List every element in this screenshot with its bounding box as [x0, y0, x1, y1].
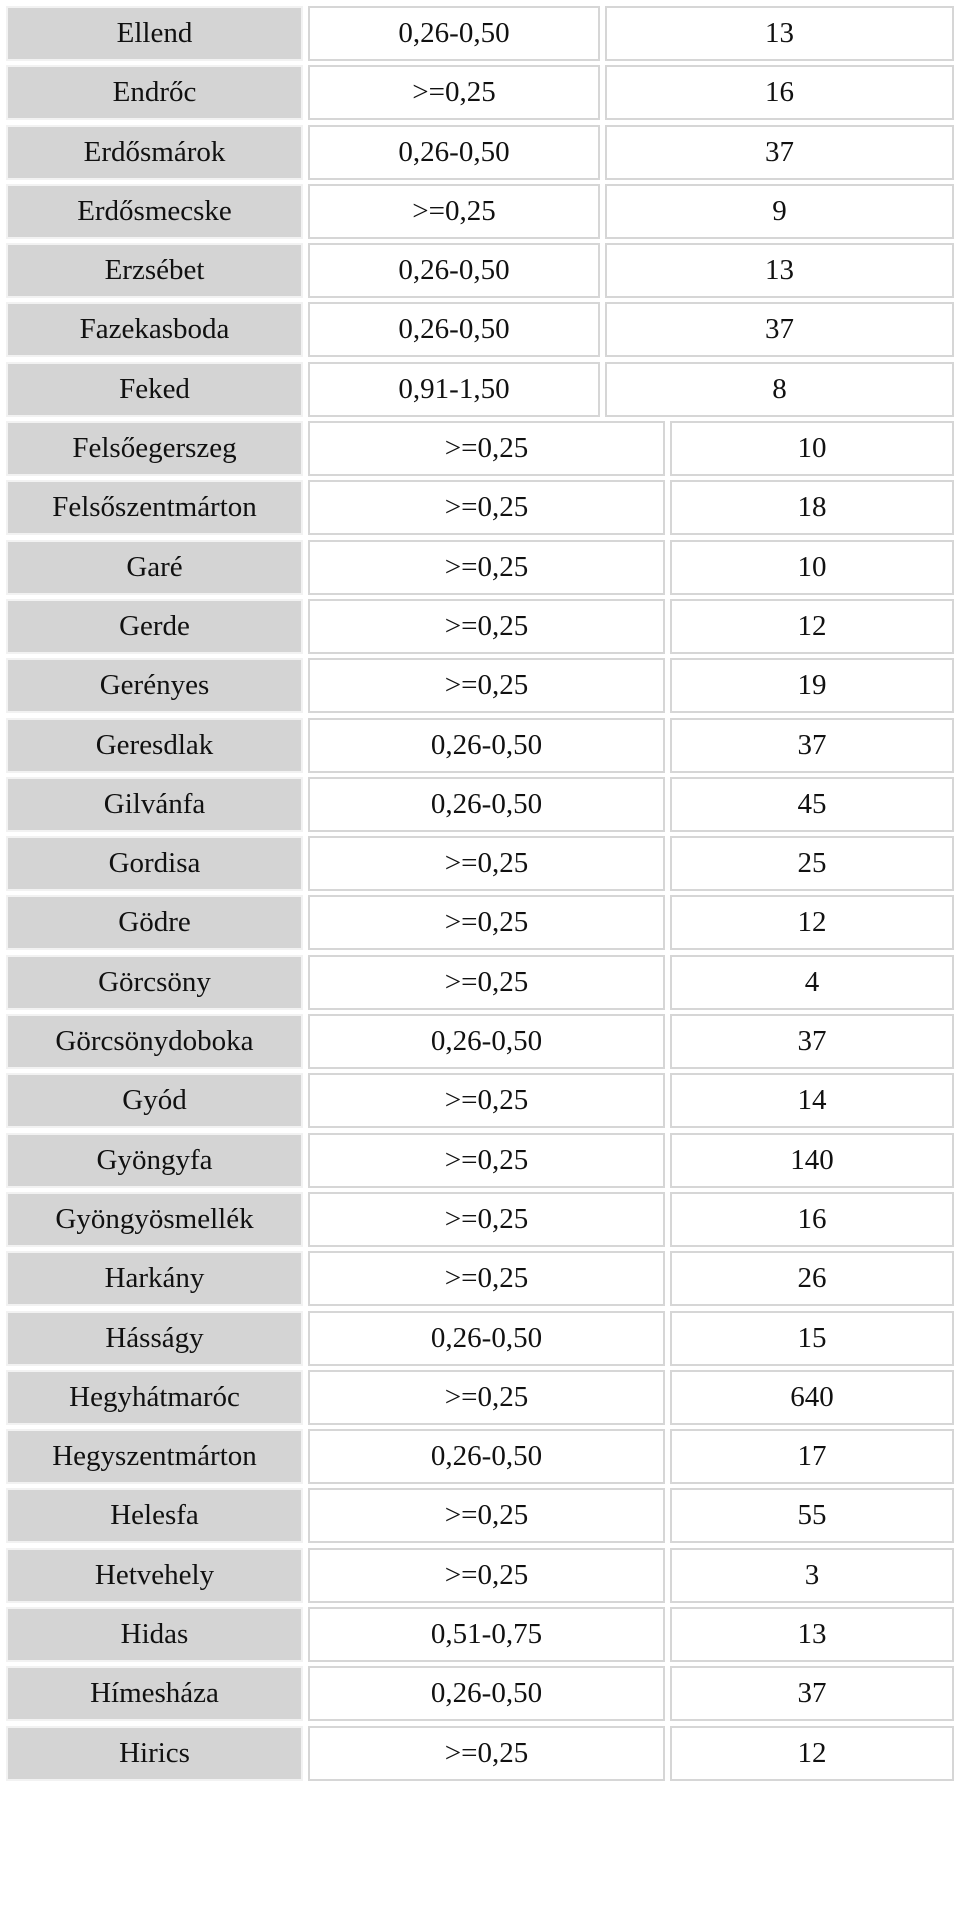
range-cell: 0,26-0,50	[308, 777, 665, 832]
settlement-name-cell: Erdősmecske	[6, 184, 303, 239]
table-row	[6, 658, 954, 717]
table-row	[6, 540, 954, 599]
count-cell: 18	[670, 480, 954, 535]
settlement-name-cell: Gödre	[6, 895, 303, 950]
settlement-name-cell: Helesfa	[6, 1488, 303, 1543]
table-row	[6, 1548, 954, 1607]
settlement-name-cell: Felsőegerszeg	[6, 421, 303, 476]
count-cell: 37	[670, 1014, 954, 1069]
range-cell: >=0,25	[308, 1251, 665, 1306]
settlement-name-cell: Gerényes	[6, 658, 303, 713]
range-cell: 0,91-1,50	[308, 362, 600, 417]
data-table	[6, 6, 954, 1785]
table-row	[6, 1014, 954, 1073]
range-cell: >=0,25	[308, 1488, 665, 1543]
range-cell: >=0,25	[308, 1133, 665, 1188]
count-cell: 17	[670, 1429, 954, 1484]
table-row	[6, 777, 954, 836]
range-cell: >=0,25	[308, 658, 665, 713]
count-cell: 13	[605, 6, 954, 61]
table-row	[6, 1073, 954, 1132]
range-cell: >=0,25	[308, 1548, 665, 1603]
range-cell: 0,26-0,50	[308, 1014, 665, 1069]
table-row	[6, 599, 954, 658]
table-row	[6, 1133, 954, 1192]
table-row	[6, 1726, 954, 1785]
count-cell: 14	[670, 1073, 954, 1128]
count-cell: 13	[670, 1607, 954, 1662]
range-cell: >=0,25	[308, 1726, 665, 1781]
table-row	[6, 302, 954, 361]
range-cell: 0,26-0,50	[308, 6, 600, 61]
settlement-name-cell: Garé	[6, 540, 303, 595]
settlement-name-cell: Hásságy	[6, 1311, 303, 1366]
settlement-name-cell: Gordisa	[6, 836, 303, 891]
count-cell: 37	[605, 302, 954, 357]
range-cell: >=0,25	[308, 421, 665, 476]
range-cell: >=0,25	[308, 836, 665, 891]
count-cell: 12	[670, 895, 954, 950]
table-row	[6, 65, 954, 124]
count-cell: 140	[670, 1133, 954, 1188]
count-cell: 13	[605, 243, 954, 298]
settlement-name-cell: Ellend	[6, 6, 303, 61]
count-cell: 19	[670, 658, 954, 713]
settlement-name-cell: Erzsébet	[6, 243, 303, 298]
table-row	[6, 362, 954, 421]
count-cell: 3	[670, 1548, 954, 1603]
range-cell: 0,26-0,50	[308, 243, 600, 298]
table-row	[6, 1429, 954, 1488]
count-cell: 15	[670, 1311, 954, 1366]
count-cell: 640	[670, 1370, 954, 1425]
range-cell: 0,51-0,75	[308, 1607, 665, 1662]
settlement-name-cell: Görcsöny	[6, 955, 303, 1010]
count-cell: 10	[670, 421, 954, 476]
settlement-name-cell: Hímesháza	[6, 1666, 303, 1721]
count-cell: 4	[670, 955, 954, 1010]
settlement-name-cell: Gyód	[6, 1073, 303, 1128]
settlement-name-cell: Felsőszentmárton	[6, 480, 303, 535]
count-cell: 37	[670, 718, 954, 773]
settlement-name-cell: Erdősmárok	[6, 125, 303, 180]
count-cell: 26	[670, 1251, 954, 1306]
range-cell: >=0,25	[308, 1073, 665, 1128]
range-cell: 0,26-0,50	[308, 1666, 665, 1721]
settlement-name-cell: Gyöngyösmellék	[6, 1192, 303, 1247]
range-cell: 0,26-0,50	[308, 1311, 665, 1366]
table-row	[6, 1311, 954, 1370]
range-cell: 0,26-0,50	[308, 1429, 665, 1484]
count-cell: 25	[670, 836, 954, 891]
table-row	[6, 1192, 954, 1251]
range-cell: 0,26-0,50	[308, 302, 600, 357]
range-cell: >=0,25	[308, 1192, 665, 1247]
count-cell: 16	[605, 65, 954, 120]
range-cell: >=0,25	[308, 65, 600, 120]
count-cell: 9	[605, 184, 954, 239]
range-cell: >=0,25	[308, 895, 665, 950]
settlement-name-cell: Hegyszentmárton	[6, 1429, 303, 1484]
count-cell: 37	[605, 125, 954, 180]
table-row	[6, 836, 954, 895]
count-cell: 10	[670, 540, 954, 595]
settlement-name-cell: Görcsönydoboka	[6, 1014, 303, 1069]
settlement-name-cell: Geresdlak	[6, 718, 303, 773]
table-row	[6, 6, 954, 65]
table-row	[6, 125, 954, 184]
table-row	[6, 184, 954, 243]
table-row	[6, 1251, 954, 1310]
settlement-name-cell: Endrőc	[6, 65, 303, 120]
range-cell: >=0,25	[308, 480, 665, 535]
range-cell: >=0,25	[308, 184, 600, 239]
count-cell: 12	[670, 599, 954, 654]
count-cell: 12	[670, 1726, 954, 1781]
table-row	[6, 1666, 954, 1725]
table-row	[6, 480, 954, 539]
table-row	[6, 1370, 954, 1429]
table-row	[6, 243, 954, 302]
table-row	[6, 1607, 954, 1666]
table-row	[6, 718, 954, 777]
range-cell: 0,26-0,50	[308, 718, 665, 773]
table-row	[6, 1488, 954, 1547]
settlement-name-cell: Hetvehely	[6, 1548, 303, 1603]
settlement-name-cell: Gerde	[6, 599, 303, 654]
range-cell: >=0,25	[308, 540, 665, 595]
settlement-name-cell: Hidas	[6, 1607, 303, 1662]
count-cell: 37	[670, 1666, 954, 1721]
count-cell: 55	[670, 1488, 954, 1543]
settlement-name-cell: Hegyhátmaróc	[6, 1370, 303, 1425]
settlement-name-cell: Gilvánfa	[6, 777, 303, 832]
range-cell: 0,26-0,50	[308, 125, 600, 180]
count-cell: 16	[670, 1192, 954, 1247]
range-cell: >=0,25	[308, 599, 665, 654]
count-cell: 8	[605, 362, 954, 417]
table-row	[6, 895, 954, 954]
range-cell: >=0,25	[308, 955, 665, 1010]
settlement-name-cell: Feked	[6, 362, 303, 417]
settlement-name-cell: Gyöngyfa	[6, 1133, 303, 1188]
range-cell: >=0,25	[308, 1370, 665, 1425]
settlement-name-cell: Fazekasboda	[6, 302, 303, 357]
table-row	[6, 421, 954, 480]
table-row	[6, 955, 954, 1014]
settlement-name-cell: Hirics	[6, 1726, 303, 1781]
settlement-name-cell: Harkány	[6, 1251, 303, 1306]
count-cell: 45	[670, 777, 954, 832]
